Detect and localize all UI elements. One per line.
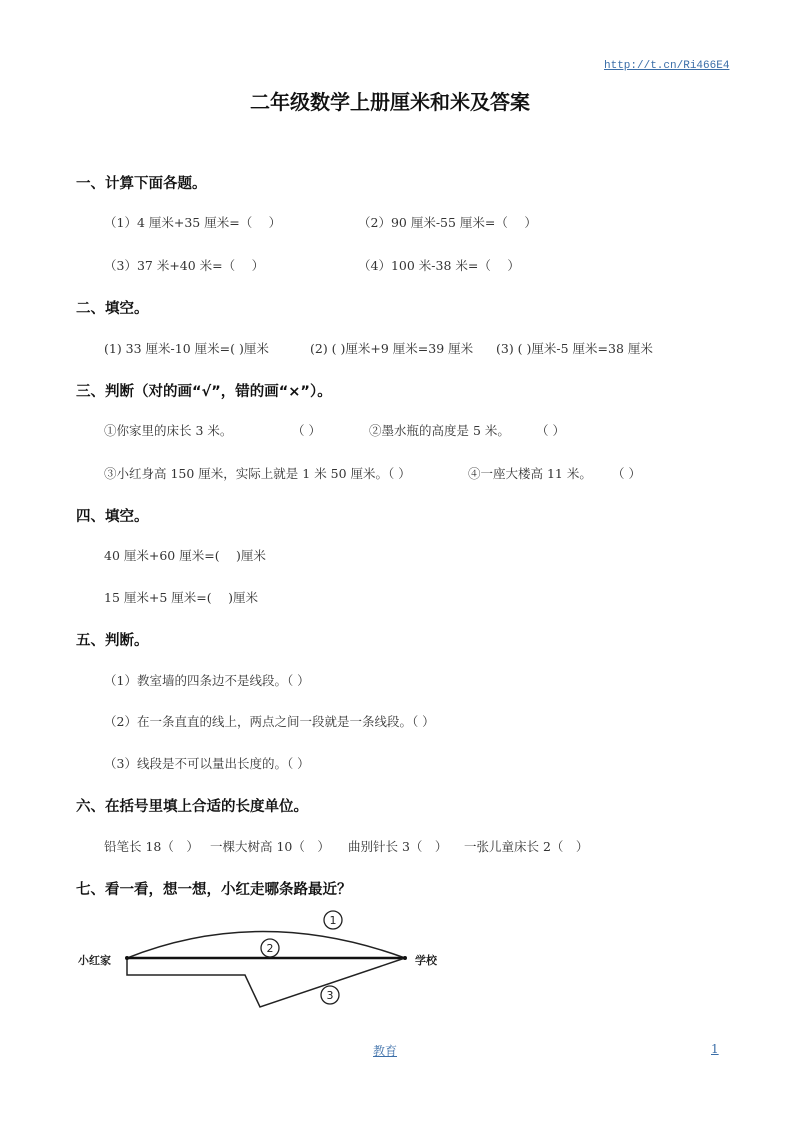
answer-bracket: （ ） [292,423,321,438]
question-item: 铅笔长 18（ ） [104,839,199,854]
question-item: 40 厘米+60 厘米=( )厘米 [104,548,266,563]
header-link[interactable]: http://t.cn/Ri466E4 [604,60,730,72]
question-item: 15 厘米+5 厘米=( )厘米 [104,590,258,605]
question-item: （4）100 米-38 米=（ ） [358,258,520,273]
svg-text:1: 1 [329,914,337,927]
question-item: ④一座大楼高 11 米。 [468,466,592,481]
route-1-label-icon [324,911,342,929]
question-item: 一张儿童床长 2（ ） [464,839,589,854]
question-item: （1）教室墙的四条边不是线段。（ ） [104,673,310,688]
section-heading: 一、计算下面各题。 [76,176,207,192]
question-item: (1) 33 厘米-10 厘米=( )厘米 [104,341,269,356]
question-item: （1）4 厘米+35 厘米=（ ） [104,215,282,230]
section-heading: 七、看一看，想一想，小红走哪条路最近？ [76,882,352,898]
footer-link[interactable]: 教育 [373,1044,398,1058]
route-3-polyline [127,958,405,1007]
section-heading: 五、判断。 [76,633,149,649]
section-heading: 六、在括号里填上合适的长度单位。 [76,799,308,815]
page-title: 二年级数学上册厘米和米及答案 [250,90,530,114]
end-label: 学校 [415,954,437,967]
question-item: (3) ( )厘米-5 厘米=38 厘米 [496,341,653,356]
question-item: ③小红身高 150 厘米，实际上就是 1 米 50 厘米。（ ） [104,466,411,481]
section-heading: 四、填空。 [76,509,149,525]
question-item: 一棵大树高 10（ ） [210,839,330,854]
section-heading: 三、判断（对的画“√”，错的画“×”）。 [76,384,332,400]
svg-text:2: 2 [266,942,274,955]
route-diagram-svg [70,900,460,1015]
question-item: （3）37 米+40 米=（ ） [104,258,265,273]
start-label: 小红家 [78,954,111,967]
svg-text:3: 3 [326,989,334,1002]
question-item: ①你家里的床长 3 米。 [104,423,233,438]
question-item: ②墨水瓶的高度是 5 米。 [369,423,510,438]
route-3-label-icon [321,986,339,1004]
question-item: （2）90 厘米-55 厘米=（ ） [358,215,537,230]
route-2-label-icon [261,939,279,957]
section-heading: 二、填空。 [76,301,149,317]
question-item: （3）线段是不可以量出长度的。（ ） [104,756,310,771]
page-number[interactable]: 1 [711,1042,719,1056]
question-item: 曲别针长 3（ ） [348,839,448,854]
answer-bracket: （ ） [612,466,641,481]
answer-bracket: （ ） [536,423,565,438]
route-diagram [70,900,460,1015]
question-item: (2) ( )厘米+9 厘米=39 厘米 [310,341,474,356]
question-item: （2）在一条直直的线上，两点之间一段就是一条线段。（ ） [104,714,435,729]
